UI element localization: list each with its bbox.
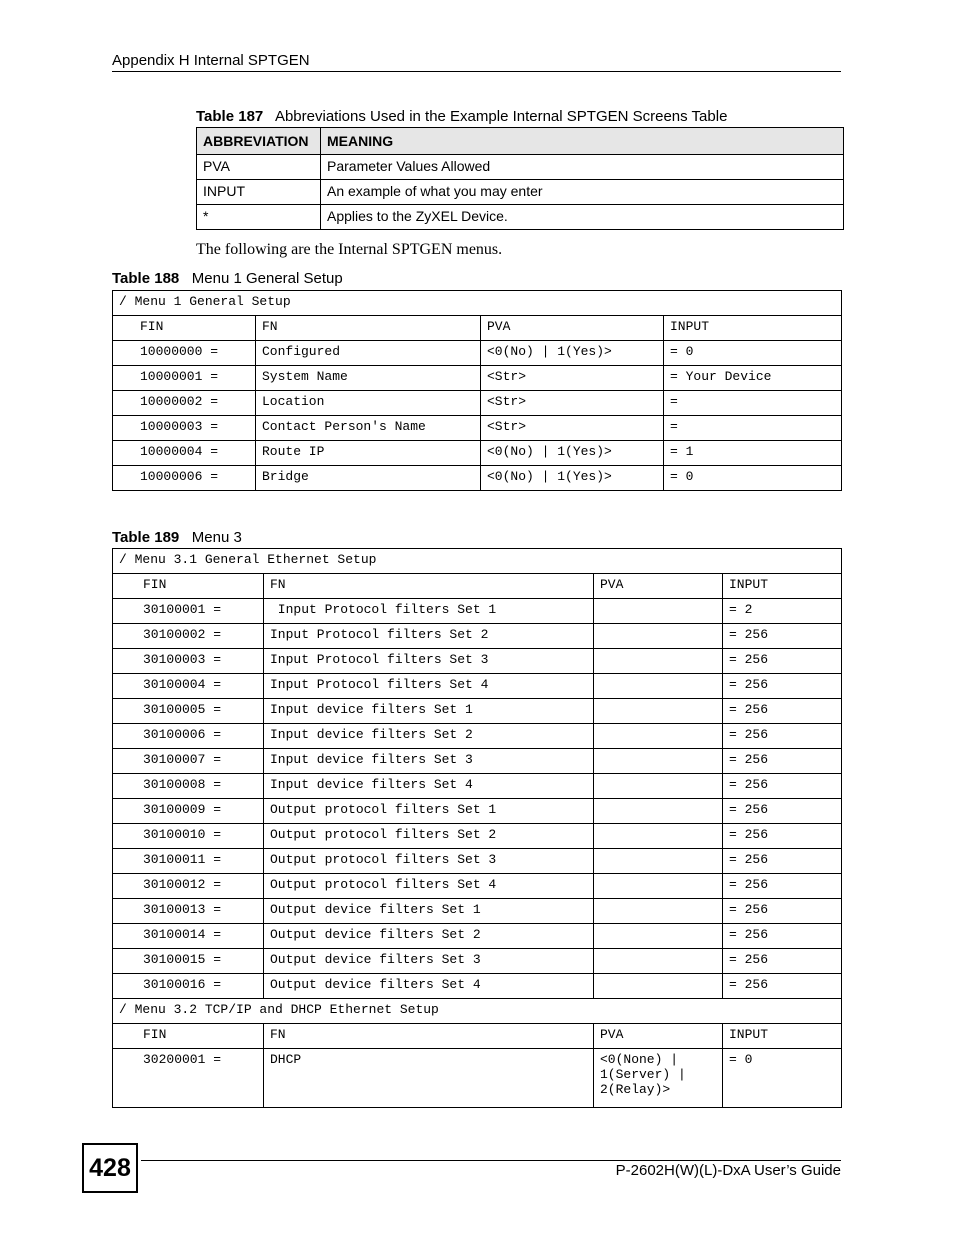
footer-rule xyxy=(141,1160,841,1161)
fin-cell: 30100002 = xyxy=(113,624,264,649)
pva-cell xyxy=(594,849,723,874)
input-cell: = 1 xyxy=(664,441,842,466)
fn-cell: Output protocol filters Set 4 xyxy=(264,874,594,899)
fin-cell: 30100003 = xyxy=(113,649,264,674)
table-row xyxy=(113,849,842,874)
fin-cell: 10000003 = xyxy=(113,416,256,441)
menu-3-table xyxy=(112,548,842,1108)
table-row xyxy=(113,949,842,974)
menu-title-row xyxy=(113,999,842,1024)
input-cell: = 0 xyxy=(723,1049,842,1108)
input-cell: = 0 xyxy=(664,466,842,491)
input-cell: = 256 xyxy=(723,849,842,874)
fin-cell: 30100001 = xyxy=(113,599,264,624)
input-cell: = xyxy=(664,391,842,416)
table-188-caption xyxy=(112,270,343,287)
header-rule xyxy=(112,71,841,72)
pva-cell: <0(No) | 1(Yes)> xyxy=(481,466,664,491)
fn-cell: Route IP xyxy=(256,441,481,466)
table-header-row xyxy=(197,128,844,155)
pva-cell: <0(No) | 1(Yes)> xyxy=(481,441,664,466)
abbreviation-cell: INPUT xyxy=(197,180,321,205)
table-row xyxy=(113,699,842,724)
pva-cell xyxy=(594,824,723,849)
pva-cell xyxy=(594,799,723,824)
input-cell: = 256 xyxy=(723,824,842,849)
fn-cell: Location xyxy=(256,391,481,416)
pva-cell xyxy=(594,674,723,699)
fn-cell: Input device filters Set 3 xyxy=(264,749,594,774)
input-cell: = 0 xyxy=(664,341,842,366)
pva-cell: <0(None) | 1(Server) | 2(Relay)> xyxy=(594,1049,723,1108)
fn-cell: Output device filters Set 4 xyxy=(264,974,594,999)
table-row xyxy=(113,391,842,416)
fn-cell: Output protocol filters Set 1 xyxy=(264,799,594,824)
table-row xyxy=(113,441,842,466)
guide-title: P-2602H(W)(L)-DxA User’s Guide xyxy=(615,1162,841,1179)
meaning-cell: Parameter Values Allowed xyxy=(321,155,844,180)
column-header: FN xyxy=(264,1024,594,1049)
fn-cell: Output device filters Set 2 xyxy=(264,924,594,949)
table-row xyxy=(113,774,842,799)
column-header: INPUT xyxy=(664,316,842,341)
fn-cell: Input device filters Set 1 xyxy=(264,699,594,724)
input-cell: = 256 xyxy=(723,874,842,899)
input-cell: = 256 xyxy=(723,649,842,674)
table-189-caption xyxy=(112,529,242,546)
table-label: Table 188 xyxy=(112,270,180,287)
pva-cell: <Str> xyxy=(481,391,664,416)
table-row xyxy=(113,366,842,391)
input-cell: = 256 xyxy=(723,799,842,824)
table-header-row xyxy=(113,316,842,341)
fn-cell: Contact Person's Name xyxy=(256,416,481,441)
fn-cell: Output device filters Set 1 xyxy=(264,899,594,924)
fn-cell: Configured xyxy=(256,341,481,366)
fin-cell: 30100008 = xyxy=(113,774,264,799)
table-row xyxy=(113,899,842,924)
table-row xyxy=(113,624,842,649)
table-row xyxy=(113,649,842,674)
column-header: MEANING xyxy=(321,128,844,155)
pva-cell: <Str> xyxy=(481,366,664,391)
input-cell: = 256 xyxy=(723,699,842,724)
table-row xyxy=(197,205,844,230)
intro-paragraph: The following are the Internal SPTGEN menus. xyxy=(196,241,503,258)
pva-cell: <0(No) | 1(Yes)> xyxy=(481,341,664,366)
column-header: FIN xyxy=(113,574,264,599)
table-187-caption xyxy=(196,108,727,125)
table-row xyxy=(113,1049,842,1108)
input-cell: = 256 xyxy=(723,899,842,924)
input-cell: = 256 xyxy=(723,624,842,649)
table-title: Menu 1 General Setup xyxy=(191,270,343,287)
input-cell: = 256 xyxy=(723,949,842,974)
pva-cell xyxy=(594,974,723,999)
fin-cell: 10000002 = xyxy=(113,391,256,416)
fn-cell: Bridge xyxy=(256,466,481,491)
table-title: Menu 3 xyxy=(191,529,242,546)
fn-cell: Output protocol filters Set 3 xyxy=(264,849,594,874)
input-cell: = 256 xyxy=(723,774,842,799)
fin-cell: 30100012 = xyxy=(113,874,264,899)
menu-title: / Menu 3.1 General Ethernet Setup xyxy=(113,549,842,574)
pva-cell xyxy=(594,649,723,674)
column-header: FN xyxy=(264,574,594,599)
table-row xyxy=(113,599,842,624)
running-header: Appendix H Internal SPTGEN xyxy=(112,52,310,69)
page-number: 428 xyxy=(82,1143,138,1193)
table-title: Abbreviations Used in the Example Internal SPTGEN Screens Table xyxy=(274,108,728,125)
input-cell: = xyxy=(664,416,842,441)
pva-cell xyxy=(594,949,723,974)
column-header: FN xyxy=(256,316,481,341)
fin-cell: 10000006 = xyxy=(113,466,256,491)
table-row xyxy=(113,824,842,849)
pva-cell xyxy=(594,624,723,649)
column-header: FIN xyxy=(113,1024,264,1049)
meaning-cell: Applies to the ZyXEL Device. xyxy=(321,205,844,230)
fn-cell: Input Protocol filters Set 4 xyxy=(264,674,594,699)
fin-cell: 30100007 = xyxy=(113,749,264,774)
fin-cell: 30100014 = xyxy=(113,924,264,949)
fin-cell: 30100011 = xyxy=(113,849,264,874)
table-row xyxy=(113,924,842,949)
column-header: INPUT xyxy=(723,574,842,599)
pva-cell xyxy=(594,599,723,624)
fin-cell: 30100015 = xyxy=(113,949,264,974)
table-row xyxy=(113,799,842,824)
table-label: Table 187 xyxy=(196,108,264,125)
pva-cell xyxy=(594,924,723,949)
fn-cell: Input device filters Set 2 xyxy=(264,724,594,749)
table-row xyxy=(113,749,842,774)
menu-title: / Menu 3.2 TCP/IP and DHCP Ethernet Setup xyxy=(113,999,842,1024)
fn-cell: DHCP xyxy=(264,1049,594,1108)
fin-cell: 30100005 = xyxy=(113,699,264,724)
table-row xyxy=(197,155,844,180)
fin-cell: 30100016 = xyxy=(113,974,264,999)
table-header-row xyxy=(113,574,842,599)
column-header: INPUT xyxy=(723,1024,842,1049)
fin-cell: 10000001 = xyxy=(113,366,256,391)
input-cell: = 2 xyxy=(723,599,842,624)
fin-cell: 30100013 = xyxy=(113,899,264,924)
fin-cell: 10000000 = xyxy=(113,341,256,366)
fn-cell: Input Protocol filters Set 2 xyxy=(264,624,594,649)
input-cell: = 256 xyxy=(723,674,842,699)
abbreviation-cell: * xyxy=(197,205,321,230)
fn-cell: System Name xyxy=(256,366,481,391)
pva-cell xyxy=(594,899,723,924)
column-header: PVA xyxy=(481,316,664,341)
menu-title-row xyxy=(113,291,842,316)
column-header: FIN xyxy=(113,316,256,341)
fn-cell: Output device filters Set 3 xyxy=(264,949,594,974)
fin-cell: 30100010 = xyxy=(113,824,264,849)
input-cell: = 256 xyxy=(723,924,842,949)
table-header-row xyxy=(113,1024,842,1049)
pva-cell: <Str> xyxy=(481,416,664,441)
column-header: ABBREVIATION xyxy=(197,128,321,155)
abbreviation-cell: PVA xyxy=(197,155,321,180)
table-row xyxy=(113,974,842,999)
input-cell: = Your Device xyxy=(664,366,842,391)
input-cell: = 256 xyxy=(723,724,842,749)
pva-cell xyxy=(594,749,723,774)
input-cell: = 256 xyxy=(723,974,842,999)
fin-cell: 30200001 = xyxy=(113,1049,264,1108)
abbreviations-table xyxy=(196,127,844,230)
fin-cell: 30100004 = xyxy=(113,674,264,699)
column-header: PVA xyxy=(594,574,723,599)
fn-cell: Input Protocol filters Set 3 xyxy=(264,649,594,674)
table-row xyxy=(113,416,842,441)
table-row xyxy=(113,674,842,699)
table-label: Table 189 xyxy=(112,529,180,546)
pva-cell xyxy=(594,874,723,899)
fin-cell: 30100009 = xyxy=(113,799,264,824)
menu-1-table xyxy=(112,290,842,491)
menu-title-row xyxy=(113,549,842,574)
meaning-cell: An example of what you may enter xyxy=(321,180,844,205)
table-row xyxy=(113,466,842,491)
pva-cell xyxy=(594,774,723,799)
fn-cell: Input Protocol filters Set 1 xyxy=(264,599,594,624)
pva-cell xyxy=(594,724,723,749)
table-row xyxy=(113,874,842,899)
fn-cell: Input device filters Set 4 xyxy=(264,774,594,799)
table-row xyxy=(113,724,842,749)
table-row xyxy=(113,341,842,366)
table-row xyxy=(197,180,844,205)
fin-cell: 30100006 = xyxy=(113,724,264,749)
fin-cell: 10000004 = xyxy=(113,441,256,466)
input-cell: = 256 xyxy=(723,749,842,774)
fn-cell: Output protocol filters Set 2 xyxy=(264,824,594,849)
menu-title: / Menu 1 General Setup xyxy=(113,291,842,316)
pva-cell xyxy=(594,699,723,724)
column-header: PVA xyxy=(594,1024,723,1049)
